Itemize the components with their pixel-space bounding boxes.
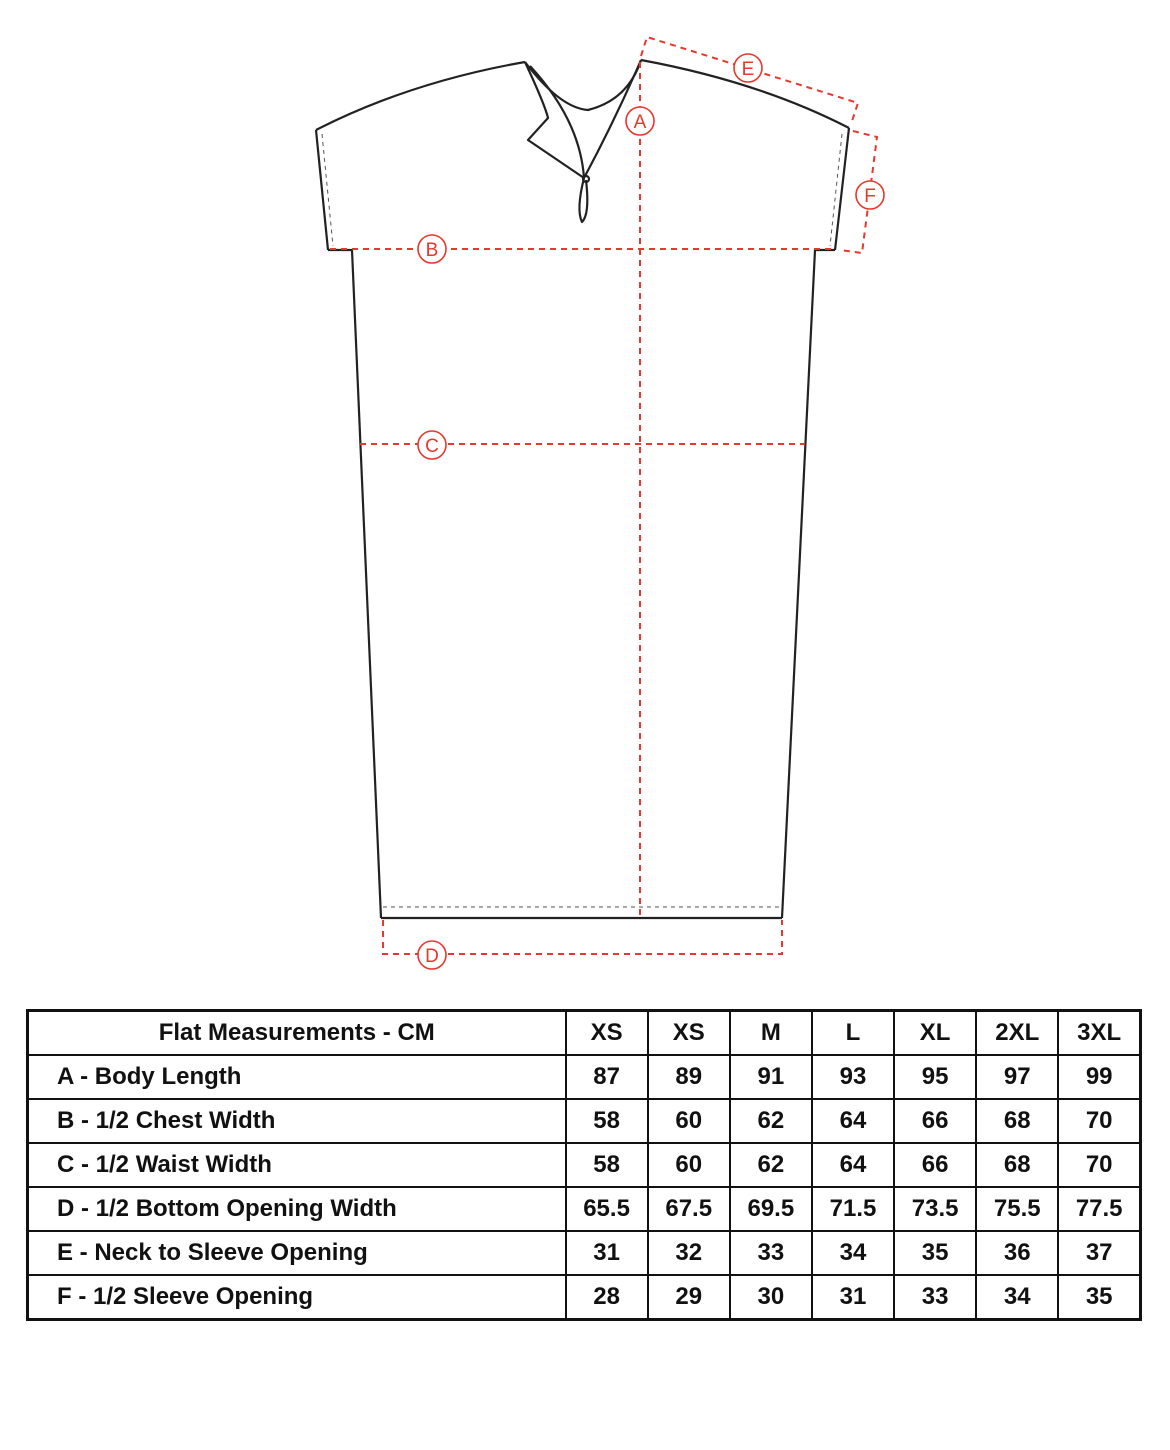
- table-cell: 64: [812, 1099, 894, 1143]
- table-header-row: [28, 1011, 1141, 1056]
- right-sleeve-stitch: [830, 134, 842, 246]
- table-cell: 68: [976, 1143, 1058, 1187]
- garment-outline: [316, 60, 849, 918]
- table-cell: 64: [812, 1143, 894, 1187]
- marker-a: [626, 107, 654, 135]
- row-label: E - Neck to Sleeve Opening: [28, 1231, 566, 1275]
- table-row: [28, 1275, 1141, 1320]
- table-cell: 65.5: [566, 1187, 648, 1231]
- marker-a-label: A: [633, 112, 647, 133]
- table-cell: 35: [894, 1231, 976, 1275]
- marker-d: [418, 941, 446, 969]
- table-row: [28, 1055, 1141, 1099]
- table-cell: 36: [976, 1231, 1058, 1275]
- marker-b-label: B: [425, 240, 439, 261]
- table-cell: 32: [648, 1231, 730, 1275]
- table-cell: 62: [730, 1099, 812, 1143]
- table-cell: 68: [976, 1099, 1058, 1143]
- row-label: D - 1/2 Bottom Opening Width: [28, 1187, 566, 1231]
- marker-f: [856, 181, 884, 209]
- table-cell: 71.5: [812, 1187, 894, 1231]
- left-sleeve-stitch: [322, 134, 333, 246]
- measurement-markers: [418, 54, 884, 969]
- size-header: 3XL: [1058, 1011, 1140, 1056]
- size-header: XS: [648, 1011, 730, 1056]
- table-cell: 93: [812, 1055, 894, 1099]
- left-shoulder-line: [316, 62, 525, 130]
- table-cell: 89: [648, 1055, 730, 1099]
- right-sleeve-edge: [835, 128, 849, 250]
- size-header: 2XL: [976, 1011, 1058, 1056]
- marker-b: [418, 235, 446, 263]
- row-label: C - 1/2 Waist Width: [28, 1143, 566, 1187]
- table-cell: 34: [812, 1231, 894, 1275]
- marker-e: [734, 54, 762, 82]
- keyhole-tie: [579, 178, 587, 222]
- table-cell: 60: [648, 1143, 730, 1187]
- table-cell: 34: [976, 1275, 1058, 1320]
- table-cell: 91: [730, 1055, 812, 1099]
- table-cell: 66: [894, 1143, 976, 1187]
- table-cell: 31: [812, 1275, 894, 1320]
- row-label: F - 1/2 Sleeve Opening: [28, 1275, 566, 1320]
- table-cell: 70: [1058, 1099, 1140, 1143]
- table-cell: 37: [1058, 1231, 1140, 1275]
- size-header: XL: [894, 1011, 976, 1056]
- table-cell: 30: [730, 1275, 812, 1320]
- table-cell: 31: [566, 1231, 648, 1275]
- table-cell: 66: [894, 1099, 976, 1143]
- table-cell: 29: [648, 1275, 730, 1320]
- table-cell: 87: [566, 1055, 648, 1099]
- table-row: [28, 1143, 1141, 1187]
- table-cell: 73.5: [894, 1187, 976, 1231]
- table-cell: 97: [976, 1055, 1058, 1099]
- table-row: [28, 1231, 1141, 1275]
- right-side-seam: [782, 250, 815, 918]
- left-sleeve-edge: [316, 130, 328, 250]
- table-cell: 58: [566, 1099, 648, 1143]
- table-cell: 99: [1058, 1055, 1140, 1099]
- left-side-seam: [352, 250, 381, 918]
- size-header: L: [812, 1011, 894, 1056]
- table-cell: 75.5: [976, 1187, 1058, 1231]
- table-cell: 62: [730, 1143, 812, 1187]
- table-cell: 33: [894, 1275, 976, 1320]
- placket-left: [525, 62, 584, 178]
- table-row: [28, 1099, 1141, 1143]
- row-label: A - Body Length: [28, 1055, 566, 1099]
- table-cell: 95: [894, 1055, 976, 1099]
- table-cell: 33: [730, 1231, 812, 1275]
- size-header: XS: [566, 1011, 648, 1056]
- measurement-lines: [330, 37, 877, 954]
- table-cell: 35: [1058, 1275, 1140, 1320]
- table-cell: 69.5: [730, 1187, 812, 1231]
- row-label: B - 1/2 Chest Width: [28, 1099, 566, 1143]
- placket-inner: [530, 66, 584, 178]
- marker-e-label: E: [741, 59, 755, 80]
- marker-c-label: C: [425, 436, 439, 457]
- size-chart-table: [26, 1009, 1142, 1321]
- table-cell: 70: [1058, 1143, 1140, 1187]
- table-cell: 67.5: [648, 1187, 730, 1231]
- table-cell: 60: [648, 1099, 730, 1143]
- table-row: [28, 1187, 1141, 1231]
- table-cell: 58: [566, 1143, 648, 1187]
- marker-d-label: D: [425, 946, 439, 967]
- marker-c: [418, 431, 446, 459]
- table-cell: 28: [566, 1275, 648, 1320]
- button: [583, 176, 589, 182]
- table-header-label: Flat Measurements - CM: [28, 1011, 566, 1056]
- marker-f-label: F: [864, 186, 876, 207]
- size-header: M: [730, 1011, 812, 1056]
- table-cell: 77.5: [1058, 1187, 1140, 1231]
